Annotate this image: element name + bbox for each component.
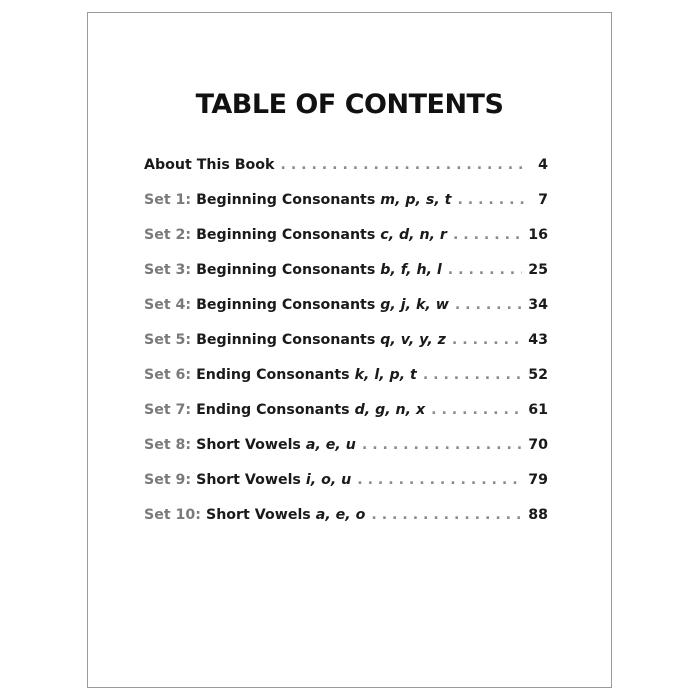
toc-entry-set-9 [144, 472, 548, 507]
toc-topic: Beginning Consonants [196, 262, 376, 278]
dot-leader [457, 192, 528, 208]
page-title: TABLE OF CONTENTS [195, 89, 504, 120]
toc-page-number: 61 [528, 402, 548, 418]
toc-entry-set-1 [144, 192, 548, 227]
toc-set-label: Set 4: [144, 297, 192, 313]
toc-set-label: Set 10: [144, 507, 201, 523]
toc-letters: c, d, n, r [380, 227, 447, 243]
toc-entry-set-2 [144, 227, 548, 262]
toc-letters: g, j, k, w [380, 297, 449, 313]
toc-set-label: Set 6: [144, 367, 192, 383]
toc-topic: Short Vowels [196, 437, 301, 453]
toc-entry-set-6 [144, 367, 548, 402]
toc-topic: Beginning Consonants [196, 297, 376, 313]
dot-leader [362, 437, 522, 453]
toc-page-number: 43 [528, 332, 548, 348]
toc-topic: Ending Consonants [196, 402, 350, 418]
toc-topic: Beginning Consonants [196, 332, 376, 348]
toc-page-number: 34 [528, 297, 548, 313]
toc-letters: i, o, u [305, 472, 352, 488]
toc-set-label: Set 5: [144, 332, 192, 348]
toc-letters: q, v, y, z [380, 332, 446, 348]
toc-topic: Beginning Consonants [196, 192, 376, 208]
dot-leader [448, 262, 522, 278]
toc-page-number: 25 [528, 262, 548, 278]
toc-entry-set-5 [144, 332, 548, 367]
dot-leader [371, 507, 522, 523]
toc-entry-set-3 [144, 262, 548, 297]
toc-page-number: 4 [538, 157, 548, 173]
document-page [87, 12, 612, 688]
toc-letters: k, l, p, t [354, 367, 417, 383]
toc-topic: Beginning Consonants [196, 227, 376, 243]
toc-entry-set-8 [144, 437, 548, 472]
toc-entry-set-4 [144, 297, 548, 332]
toc-topic: About This Book [144, 157, 275, 173]
dot-leader [423, 367, 522, 383]
dot-leader [357, 472, 522, 488]
toc-set-label: Set 1: [144, 192, 192, 208]
toc-entry-set-10 [144, 507, 548, 542]
toc-set-label: Set 9: [144, 472, 192, 488]
table-of-contents [144, 157, 548, 542]
toc-letters: m, p, s, t [380, 192, 452, 208]
toc-letters: d, g, n, x [354, 402, 426, 418]
dot-leader [455, 297, 522, 313]
toc-letters: a, e, u [305, 437, 356, 453]
toc-topic: Short Vowels [205, 507, 311, 523]
toc-letters: a, e, o [315, 507, 366, 523]
toc-set-label: Set 2: [144, 227, 192, 243]
toc-set-label: Set 7: [144, 402, 192, 418]
toc-page-number: 16 [528, 227, 548, 243]
toc-set-label: Set 8: [144, 437, 192, 453]
toc-page-number: 52 [528, 367, 548, 383]
toc-page-number: 7 [538, 192, 548, 208]
toc-set-label: Set 3: [144, 262, 192, 278]
dot-leader [431, 402, 522, 418]
toc-page-number: 70 [528, 437, 548, 453]
toc-page-number: 88 [528, 507, 548, 523]
toc-entry-about [144, 157, 548, 192]
dot-leader [280, 157, 528, 173]
toc-entry-set-7 [144, 402, 548, 437]
toc-page-number: 79 [528, 472, 548, 488]
toc-letters: b, f, h, l [380, 262, 442, 278]
dot-leader [453, 227, 522, 243]
toc-topic: Ending Consonants [196, 367, 350, 383]
toc-topic: Short Vowels [196, 472, 301, 488]
dot-leader [452, 332, 522, 348]
